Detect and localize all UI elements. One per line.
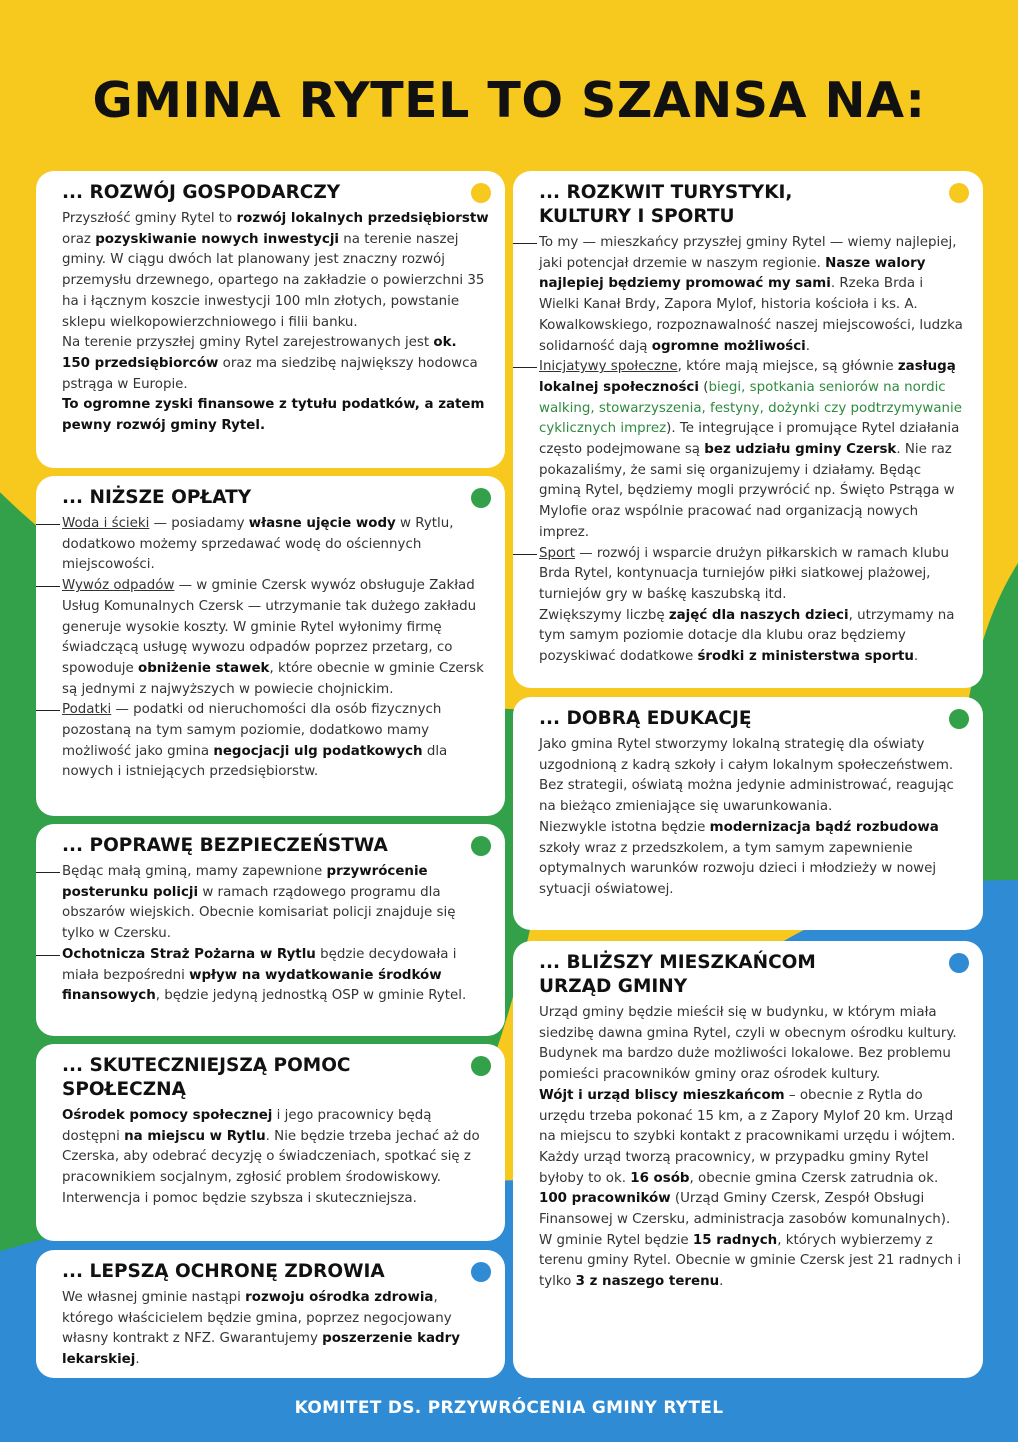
list-item: Podatki — podatki od nieruchomości dla osób fizycznych pozostaną na tym samym poziomie, dodatkowo mamy możliwość jako gmina negocjacji ulg podatkowych dla nowych i istniejących przedsiębiorstw. (62, 700, 489, 783)
paragraph: Każdy urząd tworzą pracownicy, w przypadku gminy Rytel byłoby to ok. 16 osób, obecnie gmina Czersk zatrudnia ok. 100 pracowników (Urząd Gminy Czersk, Zespół Obsługi Finansowej w Czersku, administracja zasobów komunalnych). (539, 1149, 951, 1228)
card-title: ... SKUTECZNIEJSZĄ POMOC SPOŁECZNĄ (62, 1055, 351, 1100)
list-item: Wywóz odpadów — w gminie Czersk wywóz obsługuje Zakład Usług Komunalnych Czersk — utrzymanie tak dużego zakładu generuje wysokie koszty. W gminie Rytel wyłonimy firmę świadczącą usługę wywozu odpadów poprzez przetarg, co spowoduje obniżenie stawek, które obecnie w gminie Czersk są jednymi z najwyższych w powiecie chojnickim. (62, 576, 489, 700)
yellow-dot-icon (949, 183, 969, 203)
list-item: To my — mieszkańcy przyszłej gminy Rytel — wiemy najlepiej, jaki potencjał drzemie w naszym regionie. Nasze walory najlepiej będziemy promować my sami. Rzeka Brda i Wielki Kanał Brdy, Zapora Mylof, historia kościoła i ks. A. Kowalkowskiego, rozpoznawalność naszej miejscowości, ludzka solidarność dają ogromne możliwości. (539, 233, 967, 357)
list-item: Inicjatywy społeczne, które mają miejsce, są głównie zasługą lokalnej społeczności (biegi, spotkania seniorów na nordic walking, stowarzyszenia, festyny, dożynki czy podtrzymywanie cyklicznych imprez). Te integrujące i promujące Rytel działania często podejmowane są bez udziału gminy Czersk. Nie raz pokazaliśmy, że sami się organizujemy i działamy. Będąc gminą Rytel, będziemy mogli przywrócić np. Święto Pstrąga w Mylofie oraz wspólnie pracować nad organizacją nowych imprez. (539, 357, 967, 543)
card-title: ... POPRAWĘ BEZPIECZEŃSTWA (62, 835, 388, 856)
list-item: Ochotnicza Straż Pożarna w Rytlu będzie decydowała i miała bezpośredni wpływ na wydatkowanie środków finansowych, będzie jedyną jednostką OSP w gminie Rytel. (62, 945, 489, 1007)
card-title: ... ROZWÓJ GOSPODARCZY (62, 182, 341, 203)
paragraph: W gminie Rytel będzie 15 radnych, których wybierzemy z terenu gminy Rytel. Obecnie w gminie Czersk jest 21 radnych i tylko 3 z naszego terenu. (539, 1232, 962, 1290)
card-pomoc (36, 1044, 505, 1241)
paragraph: Niezwykle istotna będzie modernizacja bądź rozbudowa szkoły wraz z przedszkolem, a tym samym zapewnienie optymalnych warunków rozwoju dzieci i młodzieży w nowej sytuacji oświatowej. (539, 819, 939, 897)
list-item: Woda i ścieki — posiadamy własne ujęcie wody w Rytlu, dodatkowo możemy sprzedawać wodę do ościennych miejscowości. (62, 514, 489, 576)
paragraph: Przyszłość gminy Rytel to rozwój lokalnych przedsiębiorstw oraz pozyskiwanie nowych inwestycji na terenie naszej gminy. W ciągu dwóch lat planowany jest znaczny rozwój przemysłu drzewnego, opartego na zakładzie o powierzchni 35 ha i łącznym koszcie inwestycji 100 mln złotych, powstanie sklepu wielkopowierzchniowego i filii banku. (62, 211, 489, 330)
card-edukacja (513, 697, 983, 930)
card-bezpieczenstwo (36, 824, 505, 1036)
paragraph: Wójt i urząd bliscy mieszkańcom – obecnie z Rytla do urzędu trzeba pokonać 15 km, a z Zapory Mylof 20 km. Urząd na miejscu to szybki kontakt z pracownikami urzędu i wójtem. (539, 1087, 956, 1145)
green-dot-icon (471, 488, 491, 508)
card-title: ... BLIŻSZY MIESZKAŃCOM URZĄD GMINY (539, 952, 816, 997)
paragraph: Na terenie przyszłej gminy Rytel zarejestrowanych jest ok. 150 przedsiębiorców oraz ma siedzibę największy hodowca pstrąga w Europie. (62, 335, 478, 392)
card-title: ... ROZKWIT TURYSTYKI, KULTURY I SPORTU (539, 182, 793, 227)
card-zdrowie (36, 1250, 505, 1378)
card-rozwoj (36, 171, 505, 468)
page-title: GMINA RYTEL TO SZANSA NA: (92, 72, 926, 129)
card-oplaty (36, 476, 505, 816)
paragraph: Urząd gminy będzie mieścił się w budynku, w którym miała siedzibę dawna gmina Rytel, czyli w obecnym ośrodku kultury. Budynek ma bardzo duże możliwości lokalowe. Bez problemu pomieści pracowników gminy oraz ośrodek kultury. (539, 1005, 957, 1083)
paragraph: Ośrodek pomocy społecznej i jego pracownicy będą dostępni na miejscu w Rytlu. Nie będzie trzeba jechać aż do Czerska, aby odebrać decyzję o świadczeniach, spotkać się z pracownikiem socjalnym, zgłosić problem środowiskowy. Interwencja i pomoc będzie szybsza i skuteczniejsza. (62, 1108, 480, 1206)
paragraph: Zwiększymy liczbę zajęć dla naszych dzieci, utrzymamy na tym samym poziomie dotacje dla klubu oraz będziemy pozyskiwać dodatkowe środki z ministerstwa sportu. (539, 607, 955, 665)
blue-dot-icon (471, 1262, 491, 1282)
paragraph-bold: To ogromne zyski finansowe z tytułu podatków, a zatem pewny rozwój gminy Rytel. (62, 397, 485, 434)
footer-committee: KOMITET DS. PRZYWRÓCENIA GMINY RYTEL (294, 1398, 724, 1418)
green-dot-icon (471, 836, 491, 856)
yellow-dot-icon (471, 183, 491, 203)
paragraph: We własnej gminie nastąpi rozwoju ośrodka zdrowia, którego właścicielem będzie gmina, poprzez negocjowany własny kontrakt z NFZ. Gwarantujemy poszerzenie kadry lekarskiej. (62, 1290, 460, 1368)
card-title: ... NIŻSZE OPŁATY (62, 487, 252, 508)
card-title: ... DOBRĄ EDUKACJĘ (539, 708, 752, 729)
card-title: ... LEPSZĄ OCHRONĘ ZDROWIA (62, 1261, 385, 1282)
green-dot-icon (949, 709, 969, 729)
card-urzad (513, 941, 983, 1378)
list-item: Będąc małą gminą, mamy zapewnione przywrócenie posterunku policji w ramach rządowego programu dla obszarów wiejskich. Obecnie komisariat policji znajduje się tylko w Czersku. (62, 862, 489, 945)
green-dot-icon (471, 1056, 491, 1076)
list-item: Sport — rozwój i wsparcie drużyn piłkarskich w ramach klubu Brda Rytel, kontynuacja turniejów piłki siatkowej plażowej, turniejów gry w baśkę kaszubską itd. (539, 544, 967, 606)
paragraph: Jako gmina Rytel stworzymy lokalną strategię dla oświaty uzgodnioną z kadrą szkoły i całym lokalnym społeczeństwem. Bez strategii, oświatą można jedynie administrować, reagując na bieżąco zmieniające się uwarunkowania. (539, 737, 954, 815)
card-turystyka (513, 171, 983, 688)
blue-dot-icon (949, 953, 969, 973)
